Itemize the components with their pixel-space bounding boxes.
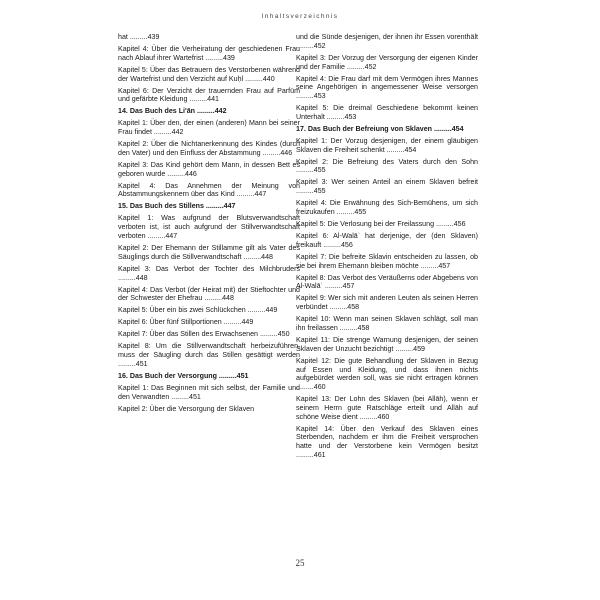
toc-page-number: 447 <box>165 232 178 241</box>
toc-entry <box>118 244 300 262</box>
dot-leader: ......... <box>216 371 237 380</box>
toc-entry-title: Kapitel 14: Über den Verkauf des Sklaven eines Sterbenden, nachdem er ihm die Freiheit versprochen hatte und der Verstorbene kein Vermögen besitzt <box>296 424 478 451</box>
dot-leader: ......... <box>257 330 278 339</box>
toc-page-number: 442 <box>214 107 227 116</box>
toc-entry-title: Kapitel 1: Der Vorzug desjenigen, der einem gläubigen Sklaven die Freiheit schenkt <box>296 136 478 154</box>
toc-entry-title: Kapitel 3: Wer seinen Anteil an einem Sklaven befreit <box>296 178 478 187</box>
toc-entry <box>118 66 300 84</box>
toc-entry-title: Kapitel 4: Das Annehmen der Meinung von Abstammungskennern über das Kind <box>118 181 300 199</box>
toc-entry <box>118 140 300 158</box>
toc-entry <box>296 75 478 101</box>
dot-leader: ......... <box>127 33 148 41</box>
page-number: 25 <box>295 558 305 568</box>
toc-entry-title: Kapitel 6: Al-Walāʾ hat derjenige, der (den Sklaven) freikauft <box>296 232 478 249</box>
dot-leader: ......... <box>296 451 314 460</box>
toc-entry <box>296 137 478 155</box>
dot-leader: ......... <box>151 128 172 137</box>
dot-leader: ......... <box>203 53 224 62</box>
toc-entry-title: 15. Das Buch des Stillens <box>118 202 204 211</box>
toc-entry-title: und die Sünde desjenigen, der ihnen ihr Essen vorenthält <box>296 33 478 41</box>
toc-page-number: 442 <box>171 128 184 137</box>
toc-page-number: 458 <box>357 323 370 332</box>
toc-page-number: 452 <box>313 41 326 50</box>
toc-entry <box>296 178 478 196</box>
toc-entry-title: Kapitel 3: Der Vorzug der Versorgung der eigenen Kinder und der Familie <box>296 53 478 71</box>
toc-entry-title: Kapitel 7: Über das Stillen des Erwachsenen <box>118 330 258 339</box>
toc-page-number: 456 <box>453 220 466 229</box>
toc-entry-title: Kapitel 5: Die dreimal Geschiedene bekommt keinen Unterhalt <box>296 104 478 121</box>
toc-entry <box>118 405 300 414</box>
toc-left-column <box>118 33 300 417</box>
toc-entry-title: Kapitel 8: Das Verbot des Veräußerns oder Abgebens von Al-Walāʾ <box>296 273 478 291</box>
toc-entry <box>118 286 300 304</box>
toc-entry <box>296 425 478 460</box>
toc-entry <box>296 232 478 250</box>
toc-entry-title: Kapitel 12: Die gute Behandlung der Sklaven in Bezug auf Essen und Kleidung, und dass ihnen nichts aufgebürdet werden soll, was sie nicht ertragen können <box>296 356 478 383</box>
toc-entry-title: Kapitel 4: Die Erwähnung des Sich-Bemühens, um sich freizukaufen <box>296 199 478 217</box>
toc-book-heading <box>118 372 300 381</box>
dot-leader: ......... <box>169 392 189 401</box>
toc-entry <box>118 87 300 105</box>
toc-entry <box>296 336 478 354</box>
toc-entry <box>118 342 300 368</box>
dot-leader: ......... <box>393 344 414 353</box>
dot-leader: ......... <box>165 169 186 178</box>
toc-page-number: 439 <box>147 33 160 41</box>
toc-entry <box>118 265 300 283</box>
dot-leader: ......... <box>337 323 358 332</box>
running-header: Inhaltsverzeichnis <box>261 13 339 20</box>
toc-entry-title: Kapitel 2: Über die Versorgung der Sklaven <box>118 404 255 413</box>
toc-entry <box>118 33 300 42</box>
toc-entry-title: Kapitel 5: Die Verlosung bei der Freilassung <box>296 220 435 229</box>
toc-page-number: 455 <box>313 166 326 175</box>
dot-leader: ......... <box>324 112 345 121</box>
toc-entry-title: Kapitel 4: Über die Verheiratung der geschiedenen Frau nach Ablauf ihrer Wartefrist <box>118 44 300 62</box>
dot-leader: ......... <box>344 62 365 71</box>
toc-page-number: 455 <box>313 187 326 196</box>
dot-leader: ......... <box>245 306 266 315</box>
toc-entry-title: Kapitel 9: Wer sich mit anderen Leuten als seinen Herren verbündet <box>296 294 478 312</box>
toc-entry <box>118 306 300 315</box>
dot-leader: ......... <box>221 318 242 327</box>
toc-entry-title: Kapitel 1: Was aufgrund der Blutsverwandtschaft verboten ist, ist auch aufgrund der Stillverwandtschaft verboten <box>118 214 300 241</box>
toc-page-number: 454 <box>451 124 464 133</box>
dot-leader: ......... <box>118 273 136 282</box>
dot-leader: ......... <box>195 107 215 116</box>
dot-leader: ......... <box>203 202 224 211</box>
toc-page-number: 439 <box>223 53 235 62</box>
dot-leader: ......... <box>202 294 223 303</box>
toc-book-heading <box>118 107 300 116</box>
dot-leader: ......... <box>118 359 136 368</box>
toc-page-number: 459 <box>413 344 425 353</box>
toc-page-number: 453 <box>313 92 326 101</box>
toc-entry-title: Kapitel 8: Um die Stillverwandtschaft herbeizuführen, muss der Säugling durch das Stillen gesättigt werden <box>118 342 300 360</box>
dot-leader: ......... <box>296 383 314 392</box>
toc-entry-title: Kapitel 6: Über fünf Stillportionen <box>118 318 222 327</box>
toc-page-number: 449 <box>241 318 254 327</box>
toc-entry-title: 16. Das Buch der Versorgung <box>118 371 217 380</box>
toc-entry-title: Kapitel 6: Der Verzicht der trauernden Frau auf Parfüm und gefärbte Kleidung <box>118 86 300 104</box>
toc-entry-title: 14. Das Buch des Li'ān <box>118 107 195 116</box>
toc-page-number: 441 <box>207 95 219 104</box>
dot-leader: ......... <box>296 166 314 175</box>
toc-page-number: 457 <box>342 282 355 291</box>
toc-page-number: 457 <box>438 261 451 270</box>
toc-entry-title: Kapitel 11: Die strenge Warnung desjenigen, der seinen Sklaven der Unzucht bezichtigt <box>296 335 478 353</box>
toc-entry <box>296 395 478 421</box>
toc-entry-title: Kapitel 10: Wenn man seinen Sklaven schlägt, soll man ihn freilassen <box>296 315 478 332</box>
dot-leader: ......... <box>418 261 439 270</box>
toc-page-number: 440 <box>262 74 275 83</box>
toc-entry-title: Kapitel 1: Über den, der einen (anderen) Mann bei seiner Frau findet <box>118 119 300 137</box>
toc-entry-title: Kapitel 5: Über das Betrauern des Verstorbenen während der Wartefrist und den Verzicht auf Kuḥl <box>118 65 300 83</box>
toc-entry-title: Kapitel 4: Die Frau darf mit dem Vermögen ihres Mannes seine Angehörigen in angemessener Weise versorgen <box>296 74 478 92</box>
toc-book-heading <box>118 202 300 211</box>
toc-entry <box>296 294 478 312</box>
toc-entry-title: hat <box>118 33 128 41</box>
dot-leader: ......... <box>260 148 281 157</box>
dot-leader: ......... <box>321 240 341 249</box>
dot-leader: ......... <box>243 74 263 83</box>
dot-leader: ......... <box>145 232 166 241</box>
toc-page-number: 451 <box>236 371 249 380</box>
toc-entry-title: Kapitel 7: Die befreite Sklavin entscheiden zu lassen, ob sie bei ihrem Ehemann bleiben möchte <box>296 252 478 270</box>
toc-entry <box>118 330 300 339</box>
toc-entry <box>296 357 478 392</box>
toc-entry-title: Kapitel 13: Der Lohn des Sklaven (bei Allāh), wenn er seinem Herrn gute Ratschläge erteilt und Allāh auf schöne Weise dient <box>296 395 478 421</box>
dot-leader: ......... <box>241 252 262 261</box>
toc-page-number: 458 <box>347 303 360 312</box>
toc-entry <box>296 104 478 122</box>
dot-leader: ......... <box>234 190 255 199</box>
toc-page-number: 450 <box>277 330 290 339</box>
dot-leader: ......... <box>296 92 314 101</box>
toc-page-number: 461 <box>313 451 326 460</box>
dot-leader: ......... <box>334 208 355 217</box>
toc-entry <box>118 182 300 200</box>
toc-page-number: 455 <box>354 208 367 217</box>
toc-page-number: 451 <box>189 392 201 401</box>
toc-page-number: 460 <box>313 383 326 392</box>
toc-entry <box>118 318 300 327</box>
toc-page-number: 453 <box>344 112 357 121</box>
toc-entry <box>118 119 300 137</box>
toc-entry <box>296 54 478 72</box>
toc-entry-title: Kapitel 3: Das Kind gehört dem Mann, in dessen Bett es geboren wurde <box>118 160 300 178</box>
toc-page-number: 452 <box>364 62 377 71</box>
toc-page-number: 446 <box>185 169 197 178</box>
dot-leader: ......... <box>384 145 405 154</box>
toc-page-number: 451 <box>135 359 148 368</box>
toc-entry-title: Kapitel 3: Das Verbot der Tochter des Milchbruders <box>118 264 300 273</box>
toc-entry <box>296 274 478 292</box>
toc-page-number: 460 <box>377 412 390 421</box>
toc-entry <box>296 253 478 271</box>
toc-entry-title: Kapitel 2: Die Befreiung des Vaters durch den Sohn <box>296 157 478 166</box>
toc-right-column <box>296 33 478 463</box>
toc-entry <box>296 199 478 217</box>
toc-entry <box>118 45 300 63</box>
dot-leader: ......... <box>296 187 314 196</box>
toc-page-number: 454 <box>404 145 417 154</box>
dot-leader: ......... <box>187 95 208 104</box>
dot-leader: ......... <box>322 282 343 291</box>
toc-entry <box>296 315 478 333</box>
toc-page-number: 447 <box>223 202 236 211</box>
toc-page-number: 448 <box>135 273 148 282</box>
toc-entry-title: Kapitel 2: Der Ehemann der Stillamme gilt als Vater des Säuglings durch die Stillverwandtschaft <box>118 244 300 261</box>
toc-entry <box>296 158 478 176</box>
toc-page-number: 448 <box>261 252 273 261</box>
toc-entry-title: Kapitel 1: Das Beginnen mit sich selbst, der Familie und den Verwandten <box>118 383 300 401</box>
toc-entry <box>118 214 300 240</box>
toc-page-number: 448 <box>222 294 234 303</box>
toc-page-number: 456 <box>340 240 353 249</box>
dot-leader: ......... <box>434 220 454 229</box>
dot-leader: ......... <box>357 412 378 421</box>
toc-entry-title: 17. Das Buch der Befreiung von Sklaven <box>296 124 433 133</box>
toc-book-heading <box>296 125 478 134</box>
toc-entry <box>118 384 300 402</box>
toc-page-number: 447 <box>254 190 267 199</box>
toc-entry-title: Kapitel 2: Über die Nichtanerkennung des Kindes (durch den Vater) und den Einfluss der Abstammung <box>118 140 300 157</box>
toc-entry <box>118 161 300 179</box>
dot-leader: ......... <box>327 303 348 312</box>
toc-entry-title: Kapitel 4: Das Verbot (der Heirat mit) der Stieftochter und der Schwester der Ehefrau <box>118 285 300 303</box>
dot-leader: ......... <box>432 124 452 133</box>
toc-page-number: 449 <box>265 306 278 315</box>
toc-entry <box>296 220 478 229</box>
toc-entry <box>296 33 478 51</box>
dot-leader: ......... <box>296 41 314 50</box>
toc-entry-title: Kapitel 5: Über ein bis zwei Schlückchen <box>118 306 246 315</box>
toc-page-number: 446 <box>280 148 293 157</box>
